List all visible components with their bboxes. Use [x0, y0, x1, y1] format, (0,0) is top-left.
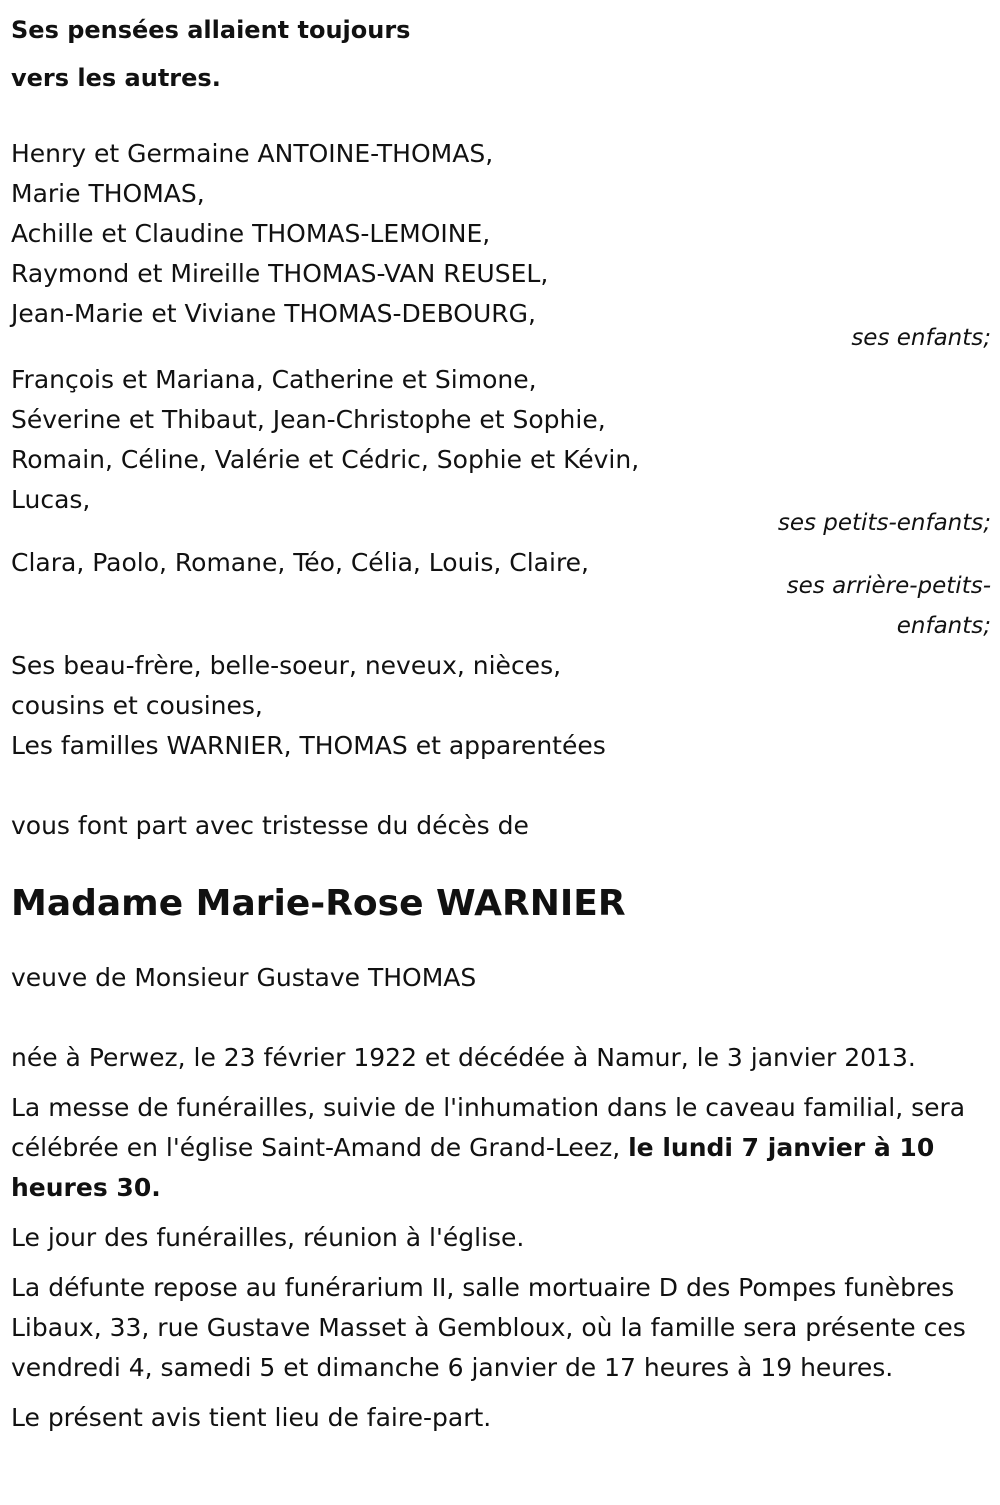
child-name-line: Henry et Germaine ANTOINE-THOMAS, [11, 139, 494, 168]
great-grandchildren-section [11, 543, 991, 646]
grandchild-name-line: Romain, Céline, Valérie et Cédric, Sophie et Kévin, [11, 445, 640, 474]
grandchild-name-line: Séverine et Thibaut, Jean-Christophe et Sophie, [11, 405, 606, 434]
relatives-line: Ses beau-frère, belle-soeur, neveux, nièces, [11, 651, 562, 680]
deceased-name: Madame Marie-Rose WARNIER [11, 883, 626, 924]
child-name-line: Jean-Marie et Viviane THOMAS-DEBOURG, [11, 299, 536, 328]
spouse-text: veuve de Monsieur Gustave THOMAS [11, 963, 477, 992]
obituary-notice [11, 6, 991, 1438]
announcement-text: vous font part avec tristesse du décès de [11, 811, 529, 840]
grandchildren-role-label: ses petits-enfants; [777, 510, 991, 536]
funeral-time: le lundi 7 janvier à 10 heures 30. [11, 1133, 935, 1202]
child-name-line: Achille et Claudine THOMAS-LEMOINE, [11, 219, 491, 248]
grandchild-name-line: Lucas, [11, 485, 91, 514]
funeral-paragraph [11, 1088, 991, 1208]
relatives-line: cousins et cousines, [11, 691, 263, 720]
repose-text: La défunte repose au funérarium II, salle mortuaire D des Pompes funèbres Libaux, 33, rue Gustave Masset à Gembloux, où la famille sera présente ces vendredi 4, samedi 5 et dimanche 6 janvier de 17 heures à 19 heures. [11, 1273, 966, 1382]
great-grandchild-name-line: Clara, Paolo, Romane, Téo, Célia, Louis, Claire, [11, 548, 590, 577]
great-grandchildren-role-label: enfants; [896, 613, 991, 639]
grandchild-name-line: François et Mariana, Catherine et Simone, [11, 365, 537, 394]
relatives-line: Les familles WARNIER, THOMAS et apparentées [11, 731, 606, 760]
epigraph-line: Ses pensées allaient toujours [11, 16, 411, 44]
notice-text: Le présent avis tient lieu de faire-part. [11, 1403, 492, 1432]
meeting-text: Le jour des funérailles, réunion à l'église. [11, 1223, 525, 1252]
great-grandchildren-role-label: ses arrière-petits- [786, 573, 991, 599]
epigraph [11, 6, 991, 102]
grandchildren-section [11, 360, 991, 543]
other-relatives-section [11, 646, 991, 766]
child-name-line: Raymond et Mireille THOMAS-VAN REUSEL, [11, 259, 549, 288]
epigraph-line: vers les autres. [11, 64, 221, 92]
children-section [11, 134, 991, 358]
children-role-label: ses enfants; [851, 325, 991, 351]
funeral-text: La messe de funérailles, suivie de l'inhumation dans le caveau familial, sera célébrée en l'église Saint-Amand de Grand-Leez, [11, 1093, 966, 1162]
birth-death-text: née à Perwez, le 23 février 1922 et décédée à Namur, le 3 janvier 2013. [11, 1043, 916, 1072]
child-name-line: Marie THOMAS, [11, 179, 205, 208]
